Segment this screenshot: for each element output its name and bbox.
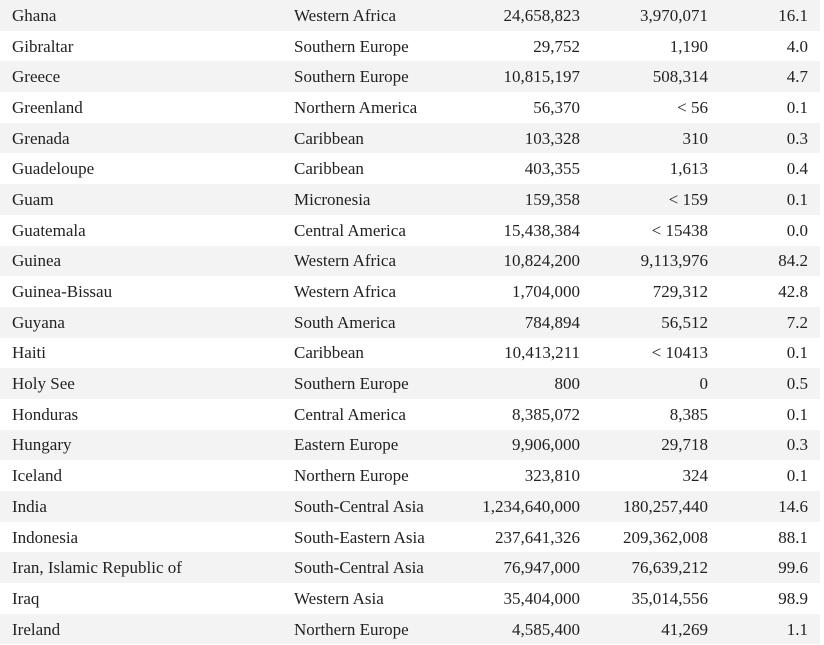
percent-cell: 0.1 <box>786 97 808 117</box>
country-cell: Gibraltar <box>12 36 74 56</box>
table-row <box>0 153 820 184</box>
population-cell: 1,704,000 <box>512 282 580 302</box>
percent-cell: 14.6 <box>778 496 808 516</box>
count-cell: 729,312 <box>652 282 708 302</box>
count-cell: < 10413 <box>651 343 708 363</box>
count-cell: 209,362,008 <box>623 527 708 547</box>
region-cell: Eastern Europe <box>294 435 399 455</box>
region-cell: Western Africa <box>294 5 396 25</box>
percent-cell: 1.1 <box>786 619 808 639</box>
region-cell: South-Central Asia <box>294 558 424 578</box>
count-cell: < 159 <box>668 189 708 209</box>
population-cell: 56,370 <box>533 97 580 117</box>
percent-cell: 0.5 <box>786 374 808 394</box>
count-cell: 56,512 <box>661 312 708 332</box>
table-row <box>0 583 820 614</box>
country-cell: Guinea-Bissau <box>12 282 113 302</box>
percent-cell: 84.2 <box>778 251 808 271</box>
table-row <box>0 491 820 522</box>
count-cell: 310 <box>682 128 708 148</box>
table-row <box>0 522 820 553</box>
table-row <box>0 552 820 583</box>
percent-cell: 4.7 <box>786 67 808 87</box>
country-cell: Hungary <box>12 435 72 455</box>
region-cell: Western Africa <box>294 282 396 302</box>
population-cell: 35,404,000 <box>503 588 580 608</box>
country-cell: India <box>12 496 47 516</box>
region-cell: Southern Europe <box>294 374 409 394</box>
table-row <box>0 614 820 645</box>
population-cell: 237,641,326 <box>495 527 580 547</box>
count-cell: 9,113,976 <box>640 251 708 271</box>
count-cell: 8,385 <box>669 404 708 424</box>
table-row <box>0 0 820 31</box>
count-cell: 508,314 <box>652 67 708 87</box>
region-cell: South America <box>294 312 396 332</box>
count-cell: 1,613 <box>669 159 708 179</box>
country-cell: Guam <box>12 189 54 209</box>
country-cell: Honduras <box>12 404 79 424</box>
percent-cell: 99.6 <box>778 558 808 578</box>
country-cell: Greenland <box>12 97 83 117</box>
percent-cell: 0.0 <box>786 220 808 240</box>
region-cell: Southern Europe <box>294 67 409 87</box>
region-cell: Caribbean <box>294 128 364 148</box>
count-cell: 0 <box>699 374 708 394</box>
count-cell: < 56 <box>677 97 708 117</box>
population-cell: 159,358 <box>524 189 580 209</box>
table-row <box>0 61 820 92</box>
percent-cell: 4.0 <box>786 36 808 56</box>
population-cell: 24,658,823 <box>503 5 580 25</box>
region-cell: Southern Europe <box>294 36 409 56</box>
region-cell: Micronesia <box>294 189 371 209</box>
count-cell: 324 <box>682 466 708 486</box>
population-cell: 403,355 <box>524 159 580 179</box>
percent-cell: 0.1 <box>786 189 808 209</box>
percent-cell: 0.1 <box>786 343 808 363</box>
percent-cell: 0.1 <box>786 404 808 424</box>
table-row <box>0 368 820 399</box>
country-cell: Guyana <box>12 312 65 332</box>
percent-cell: 7.2 <box>786 312 808 332</box>
table-row <box>0 31 820 62</box>
country-cell: Iraq <box>12 588 40 608</box>
count-cell: 180,257,440 <box>623 496 708 516</box>
percent-cell: 0.3 <box>786 435 808 455</box>
country-cell: Iceland <box>12 466 63 486</box>
table-row <box>0 460 820 491</box>
country-cell: Grenada <box>12 128 70 148</box>
population-cell: 29,752 <box>533 36 580 56</box>
population-cell: 1,234,640,000 <box>482 496 580 516</box>
region-cell: Central America <box>294 220 406 240</box>
region-cell: Western Africa <box>294 251 396 271</box>
country-cell: Guatemala <box>12 220 86 240</box>
region-cell: Northern Europe <box>294 619 409 639</box>
region-cell: Central America <box>294 404 406 424</box>
region-cell: Western Asia <box>294 588 384 608</box>
count-cell: 76,639,212 <box>631 558 708 578</box>
population-cell: 800 <box>554 374 580 394</box>
table-row <box>0 215 820 246</box>
region-cell: Caribbean <box>294 343 364 363</box>
table-row <box>0 92 820 123</box>
population-cell: 76,947,000 <box>503 558 580 578</box>
region-cell: South-Central Asia <box>294 496 424 516</box>
population-cell: 103,328 <box>524 128 580 148</box>
country-cell: Greece <box>12 67 61 87</box>
count-cell: 3,970,071 <box>640 5 708 25</box>
percent-cell: 0.4 <box>786 159 808 179</box>
region-cell: Northern Europe <box>294 466 409 486</box>
population-cell: 323,810 <box>524 466 580 486</box>
country-cell: Iran, Islamic Republic of <box>12 558 182 578</box>
country-cell: Ireland <box>12 619 61 639</box>
table-row <box>0 399 820 430</box>
region-cell: Caribbean <box>294 159 364 179</box>
count-cell: 35,014,556 <box>631 588 708 608</box>
country-cell: Indonesia <box>12 527 79 547</box>
count-cell: 41,269 <box>661 619 708 639</box>
percent-cell: 42.8 <box>778 282 808 302</box>
population-cell: 15,438,384 <box>503 220 580 240</box>
table-row <box>0 307 820 338</box>
count-cell: 1,190 <box>669 36 708 56</box>
count-cell: < 15438 <box>651 220 708 240</box>
percent-cell: 16.1 <box>778 5 808 25</box>
percent-cell: 0.3 <box>786 128 808 148</box>
percent-cell: 88.1 <box>778 527 808 547</box>
percent-cell: 0.1 <box>786 466 808 486</box>
country-cell: Haiti <box>12 343 46 363</box>
table-row <box>0 184 820 215</box>
region-cell: South-Eastern Asia <box>294 527 425 547</box>
table-row <box>0 430 820 461</box>
population-cell: 10,824,200 <box>503 251 580 271</box>
country-cell: Ghana <box>12 5 57 25</box>
table-row <box>0 246 820 277</box>
table-row <box>0 338 820 369</box>
count-cell: 29,718 <box>661 435 708 455</box>
table-row <box>0 276 820 307</box>
population-cell: 4,585,400 <box>512 619 580 639</box>
population-cell: 10,413,211 <box>504 343 580 363</box>
country-cell: Holy See <box>12 374 75 394</box>
table-row <box>0 123 820 154</box>
country-cell: Guadeloupe <box>12 159 95 179</box>
population-cell: 8,385,072 <box>512 404 580 424</box>
percent-cell: 98.9 <box>778 588 808 608</box>
population-cell: 9,906,000 <box>512 435 580 455</box>
country-cell: Guinea <box>12 251 62 271</box>
population-cell: 784,894 <box>524 312 580 332</box>
population-cell: 10,815,197 <box>503 67 580 87</box>
region-cell: Northern America <box>294 97 418 117</box>
